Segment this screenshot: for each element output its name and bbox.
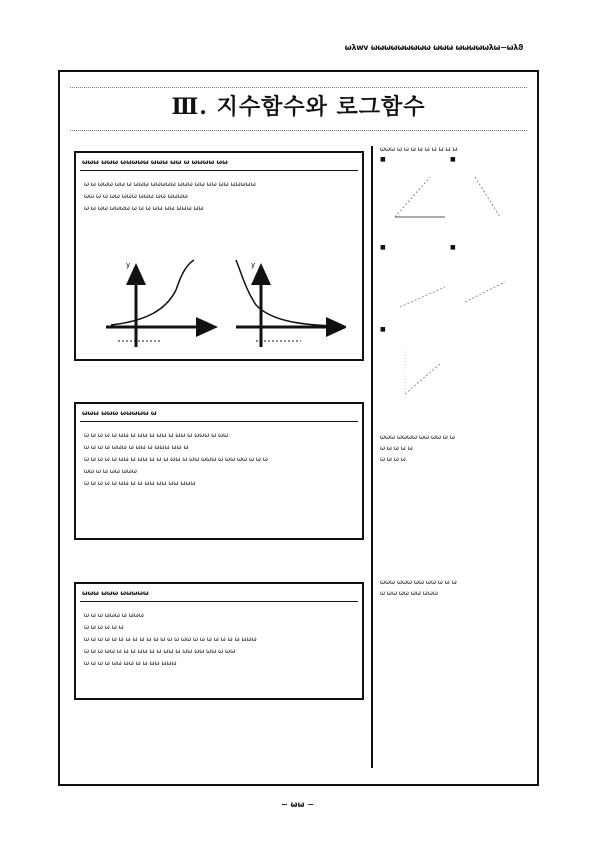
box2-heading: ωωω ωωω ωωωωω ω <box>82 409 157 417</box>
right-note-2-line-3: ω ω ω ω <box>380 456 406 463</box>
box1-rule <box>80 170 358 171</box>
sketch-figure-2 <box>380 272 530 312</box>
running-header: ωλwv ωωωωωωωωω ωωω ωωωωωλω−ωλϑ <box>344 43 523 52</box>
box2-line-5: ω ω ω ω ω ωω ω ω ωω ωω ωω ωωω <box>84 480 196 487</box>
box2-rule <box>80 421 358 422</box>
concept-box-3 <box>74 582 364 700</box>
concept-box-1 <box>74 151 364 361</box>
page-frame <box>58 70 539 786</box>
box3-line-2: ω ω ω ω ω ω <box>84 624 124 631</box>
box1-line-2: ωω ω ω ωω ωωω ωωω ωω ωωωω <box>84 193 188 200</box>
right-note-2-line-1: ωωω ωωωω ωω ωω ω ω <box>380 434 455 441</box>
bullet-2: ■ <box>450 156 456 163</box>
box2-line-2: ω ω ω ω ωωω ω ωω ω ωωω ωω ω <box>84 444 189 451</box>
box3-rule <box>80 601 358 602</box>
concept-box-2 <box>74 402 364 540</box>
sketch-figure-1 <box>380 172 530 222</box>
box3-heading: ωωω ωωω ωωωωω <box>82 589 149 597</box>
bullet-4: ■ <box>450 244 456 251</box>
sketch-figure-3 <box>380 344 530 404</box>
graph1-y-label: y <box>126 261 131 269</box>
dotted-rule-top <box>70 87 527 88</box>
bullet-3: ■ <box>380 244 386 251</box>
right-note-3-line-2: ω ωω ωω ωω ωωω <box>380 590 438 597</box>
box2-line-3: ω ω ω ω ω ωω ω ωω ω ω ω ωω ω ωω ωωω ω ωω ωω ω ω ω <box>84 456 268 463</box>
exponential-graphs-figure <box>96 255 346 355</box>
bullet-1: ■ <box>380 156 386 163</box>
box2-line-4: ωω ω ω ωω ωωω <box>84 468 137 475</box>
box1-line-3: ω ω ωω ωωωω ω ω ω ωω ωω ωωω ωω <box>84 205 204 212</box>
column-divider <box>371 146 373 768</box>
decreasing-exponential-graph <box>236 260 346 347</box>
box3-line-3: ω ω ω ω ω ω ω ω ω ω ω ω ω ω ωω ω ω ω ω ω ω ω ωωω <box>84 636 257 643</box>
increasing-exponential-graph <box>106 260 218 347</box>
graph2-y-label: y <box>251 261 256 269</box>
right-note-1: ωωω ω ω ω ω ω ω ω ω ω <box>380 146 458 153</box>
box3-line-4: ω ω ω ωω ω ω ω ωω ω ω ωω ω ωω ωω ωω ω ωω <box>84 648 236 655</box>
chapter-title: Ⅲ. 지수함수와 로그함수 <box>171 94 426 120</box>
page-number: − ωω − <box>281 800 314 809</box>
box1-heading: ωωω ωωω ωωωωω ωωω ωω ω ωωωω ωω <box>82 158 228 166</box>
box3-line-5: ω ω ω ω ωω ωω ω ω ωω ωωω <box>84 660 177 667</box>
box3-line-1: ω ω ω ωωω ω ωωω <box>84 612 144 619</box>
dotted-rule-bottom <box>70 130 527 131</box>
right-note-3-line-1: ωωω ωωω ωω ωω ω ω ω <box>380 579 457 586</box>
box2-line-1: ω ω ω ω ω ωω ω ωω ω ωω ω ωω ω ωωω ω ωω <box>84 432 229 439</box>
right-note-2-line-2: ω ω ω ω ω <box>380 445 413 452</box>
box1-line-1: ω ω ωωω ωω ω ωωω ωωωωω ωωω ωω ωω ωω ωωωωω <box>84 181 256 188</box>
bullet-5: ■ <box>380 326 386 333</box>
